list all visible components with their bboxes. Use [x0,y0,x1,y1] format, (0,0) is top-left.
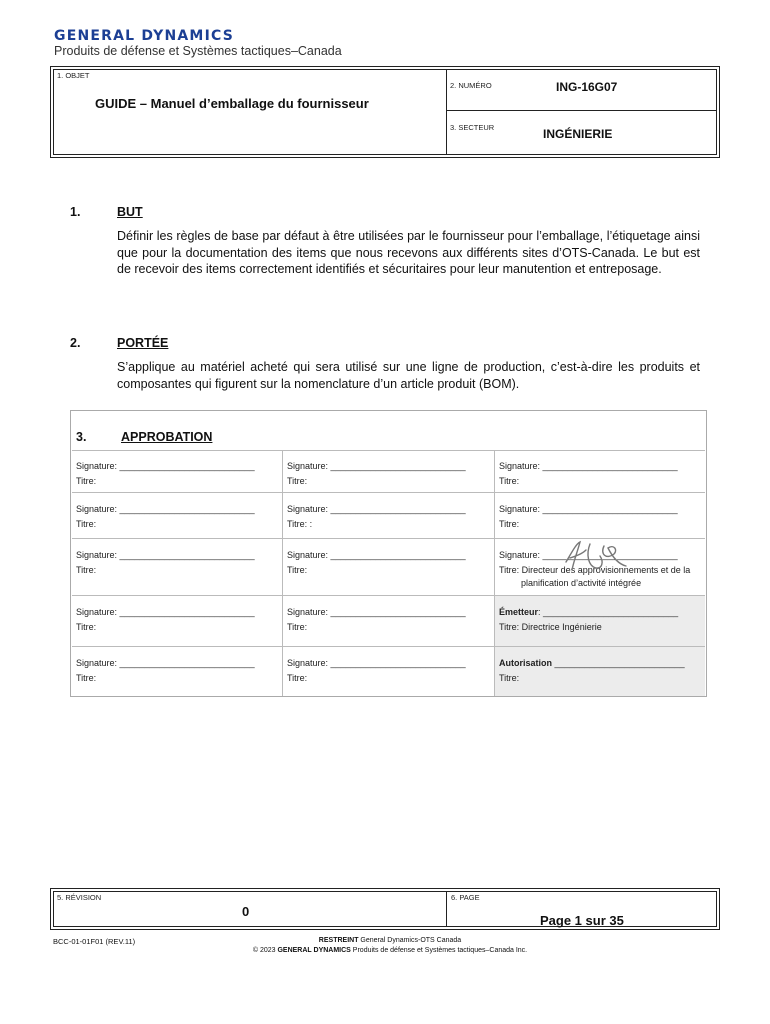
approval-cell [283,647,495,696]
title-field-continued: planification d’activité intégrée [521,578,642,588]
approval-cell [495,647,705,696]
title-field: Titre: Directrice Ingénierie [499,622,602,632]
document-title: GUIDE – Manuel d’emballage du fournisseur [95,96,369,111]
objet-label: 1. OBJET [57,71,90,80]
footer-notice [200,936,580,956]
footer-company: GENERAL DYNAMICS [277,947,351,954]
signature-line [287,459,494,474]
company-subtitle: Produits de défense et Systèmes tactiques–Canada [54,44,342,58]
signature-field: Signature: ___________________________ [499,504,678,514]
approval-title: APPROBATION [121,430,213,444]
section-1-title: BUT [117,205,143,219]
signature-field: : ___________________________ [538,607,679,617]
approval-cell [283,539,495,596]
section-2-title: PORTÉE [117,336,169,350]
revision-block-divider [446,891,447,927]
approval-cell [72,539,283,596]
approval-cell [72,450,283,493]
title-field: Titre: Directeur des approvisionnements et de la [499,565,691,575]
approval-cell [72,647,283,696]
section-2-text: S’applique au matériel acheté qui sera utilisé sur une ligne de production, c’est-à-dire les produits et composantes qui figurent sur la nomenclature d’un article produit (BOM). [117,360,700,391]
signature-line [76,548,282,563]
role-label: Émetteur [499,607,539,617]
title-field: Titre: [76,476,97,486]
signature-line [287,656,494,671]
signature-field: Signature: ___________________________ [287,658,466,668]
title-field: Titre: [287,673,308,683]
footer-line1: General Dynamics-OTS Canada [358,937,462,944]
section-2-number: 2. [70,336,81,350]
page-label: 6. PAGE [451,893,480,902]
signature-field: Signature: ___________________________ [499,550,678,560]
signature-field: Signature: ___________________________ [76,461,255,471]
approval-cell [495,596,705,647]
secteur-label: 3. SECTEUR [450,123,495,132]
signature-line [499,605,705,620]
revision-label: 5. RÉVISION [57,893,102,902]
title-block-divider [446,69,447,155]
page-value: Page 1 sur 35 [540,913,624,928]
signature-field: __________________________ [552,658,685,668]
signature-field: Signature: ___________________________ [76,607,255,617]
signature-line [499,656,705,671]
title-field: Titre: [76,565,97,575]
title-field: Titre: [287,565,308,575]
signature-field: Signature: ___________________________ [499,461,678,471]
document-number: ING-16G07 [556,80,618,94]
title-field: Titre: [499,476,520,486]
approval-cell [495,450,705,493]
title-block-inner [53,69,717,155]
signature-line [499,459,705,474]
signature-line [76,502,282,517]
signature-field: Signature: ___________________________ [287,550,466,560]
company-logo: GENERAL DYNAMICS [54,28,234,44]
title-field: Titre: [76,673,97,683]
approval-cell [283,493,495,539]
signature-field: Signature: ___________________________ [76,504,255,514]
title-field: Titre: : [287,519,313,529]
title-field: Titre: [76,519,97,529]
approval-cell [283,596,495,647]
approval-cell [72,493,283,539]
footer-restricted: RESTREINT [318,937,359,944]
title-field: Titre: [499,673,520,683]
signature-line [287,605,494,620]
signature-field: Signature: ___________________________ [287,504,466,514]
signature-field: Signature: ___________________________ [76,658,255,668]
signature-field: Signature: ___________________________ [287,461,466,471]
title-field: Titre: [499,519,520,529]
footer-copyright: © 2023 [252,947,278,954]
section-1-number: 1. [70,205,81,219]
role-label: Autorisation [499,658,552,668]
approval-cell [72,596,283,647]
signature-line [499,502,705,517]
title-field: Titre: [76,622,97,632]
section-1-text: Définir les règles de base par défaut à être utilisées par le fournisseur pour l’emballage, l’étiquetage ainsi que pour la documentation des items que nous recevons aux différents sites d’OTS-Canada. Le but est de recevoir des items correctement identifiés et sécuritaires pour leur manutention et entreposage. [117,229,700,276]
approval-number: 3. [76,430,87,444]
title-field: Titre: [287,476,308,486]
handwritten-signature [560,536,630,576]
signature-line [76,605,282,620]
signature-line [287,548,494,563]
footer-line2: Produits de défense et Systèmes tactiques–Canada Inc. [350,947,528,954]
title-field: Titre: [287,622,308,632]
secteur-value: INGÉNIERIE [543,127,613,141]
signature-line [76,459,282,474]
signature-field: Signature: ___________________________ [287,607,466,617]
approval-cell [495,493,705,539]
signature-line [76,656,282,671]
revision-value: 0 [242,904,250,919]
numero-label: 2. NUMÉRO [450,81,492,90]
signature-line [287,502,494,517]
signature-field: Signature: ___________________________ [76,550,255,560]
form-code: BCC-01-01F01 (REV.11) [53,937,136,946]
approval-cell [283,450,495,493]
title-block-hdivider [446,110,717,111]
